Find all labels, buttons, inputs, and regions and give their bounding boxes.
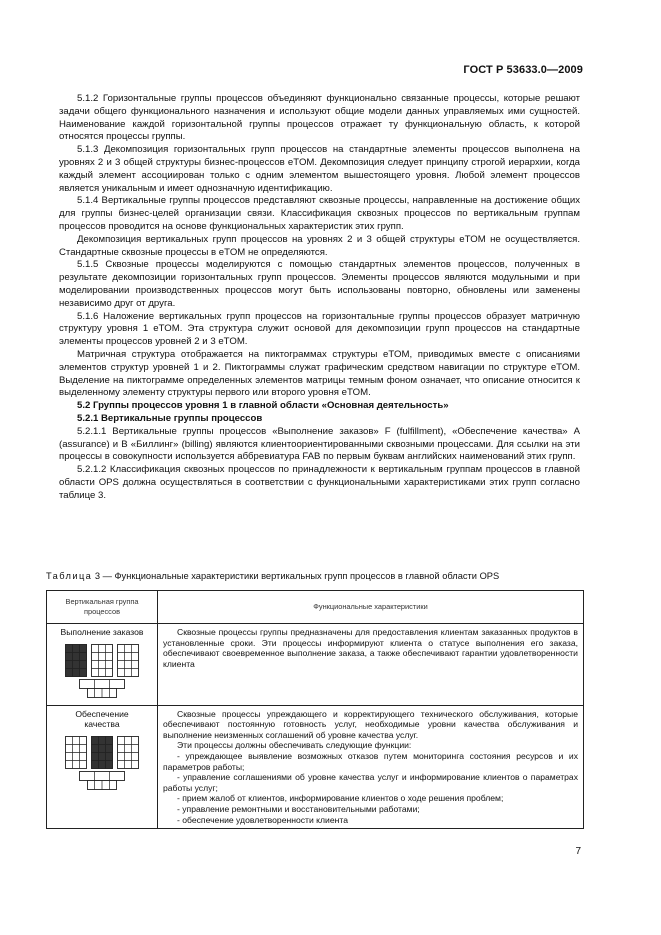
function-list-item: - прием жалоб от клиентов, информирование клиентов о ходе решения проблем; (177, 793, 504, 804)
etom-matrix-icon (65, 736, 139, 790)
standard-code-header: ГОСТ Р 53633.0—2009 (463, 64, 583, 76)
group-cell-assurance (47, 705, 158, 829)
group-name: Выполнение заказов (60, 627, 144, 637)
header-functional-characteristics: Функциональные характеристики (158, 591, 584, 624)
section-5-2-title: 5.2 Группы процессов уровня 1 в главной области «Основная деятельность» (77, 400, 449, 412)
description-paragraph: Сквозные процессы группы предназначены для предоставления клиентам заказанных продуктов в установленные сроки. Эти процессы информируют клиента о статусе выполнения его заказа, обеспечивают своевременное выполнение заказа, а также обеспечивают гарантии удовлетворенности клиента (163, 627, 578, 669)
group-name: Обеспечение (75, 708, 129, 719)
function-list-item: - обеспечение удовлетворенности клиента (177, 814, 348, 825)
paragraph-5-2-1-1: 5.2.1.1 Вертикальные группы процессов «Выполнение заказов» F (fulfillment), «Обеспечение качества» A (assurance) и B «Биллинг» (billing) являются клиентоориентированными сквозными процессами. Для ссылки на эти процессы в совокупности используется аббревиатура FAB по первым буквам английских наименований этих групп. (59, 425, 580, 463)
table-header-row (47, 591, 584, 624)
header-vertical-group: Вертикальная группа процессов (47, 591, 158, 624)
function-list-item: - упреждающее выявление возможных отказов путем мониторинга состояния ресурсов и их параметров работы; (163, 750, 578, 772)
group-name-line2: качества (84, 719, 120, 730)
table-row (47, 705, 584, 829)
description-paragraph: Эти процессы должны обеспечивать следующие функции: (177, 740, 412, 751)
description-cell-fulfillment (158, 624, 584, 706)
page-number: 7 (575, 846, 581, 857)
section-5-2-1-title: 5.2.1 Вертикальные группы процессов (77, 412, 263, 424)
paragraph-5-1-5: 5.1.5 Сквозные процессы моделируются с помощью стандартных элементов процессов, полученных в результате декомпозиции горизонтальных групп процессов. Элементы процессов являются модульными и при моделировании производственных процессов могут быть использованы повторно, обновлены или заменены независимо друг от друга. (59, 259, 580, 309)
paragraph-5-1-2: 5.1.2 Горизонтальные группы процессов объединяют функционально связанные процессы, которые решают задачи общего функционального назначения и используют общие модели данных управляемых ими сущностей. Наименование каждой горизонтальной группы процессов отражает ту функциональную область, к которой относятся процессы группы. (59, 93, 580, 143)
paragraph-matrix: Матричная структура отображается на пиктограммах структуры eTOM, приводимых вместе с описаниями элементов структур уровней 1 и 2. Пиктограммы служат графическим средством навигации по структуре eTOM. Выделение на пиктограмме определенных элементов матрицы темным фоном означает, что описание относится к выделенному элементу структуры первого или второго уровня eTOM. (59, 348, 580, 399)
paragraph-decomposition: Декомпозиция вертикальных групп процессов на уровнях 2 и 3 общей структуры eTOM не осуществляется. Стандартные сквозные процессы в eTOM не определяются. (59, 233, 580, 258)
functional-characteristics-table (46, 590, 584, 829)
function-list-item: - управление соглашениями об уровне качества услуг и информирование клиентов о параметрах работы услуг; (163, 772, 578, 793)
paragraph-5-1-6: 5.1.6 Наложение вертикальных групп процессов на горизонтальные группы процессов образует матричную структуру уровня 1 eTOM. Эта структура служит основой для декомпозиции групп процессов на стандартные элементы процессов уровней 2 и 3 eTOM. (59, 310, 580, 348)
table-caption (46, 571, 586, 581)
table-caption-text: 3 — Функциональные характеристики вертикальных групп процессов в главной области OPS (92, 571, 500, 581)
etom-matrix-icon (65, 644, 139, 698)
table-caption-label: Таблица (46, 571, 93, 581)
paragraph-5-1-4: 5.1.4 Вертикальные группы процессов представляют сквозные процессы, направленные на достижение общих для группы бизнес-целей организации связи. Классификация сквозных процессов по вертикальным группам процессов проводится на основе функциональных характеристик этих групп. (59, 195, 580, 232)
paragraph-5-2-1-2: 5.2.1.2 Классификация сквозных процессов по принадлежности к вертикальным группам процессов в главной области OPS должна осуществляться в соответствии с функциональными характеристиками этих групп согласно таблице 3. (59, 464, 580, 501)
paragraph-5-1-3: 5.1.3 Декомпозиция горизонтальных групп процессов на стандартные элементы процессов выполнена на уровнях 2 и 3 общей структуры бизнес-процессов eTOM. Декомпозиция следует принципу строгой иерархии, когда каждый элемент ассоциирован только с одним элементом вышестоящего уровня. Любой элемент процессов является уникальным и имеет однозначную идентификацию. (59, 144, 580, 194)
function-list-item: - управление ремонтными и восстановительными работами; (177, 803, 420, 814)
description-paragraph: Сквозные процессы упреждающего и корректирующего технического обслуживания, которые обеспечивают постоянную готовность услуг, необходимые уровни качества обслуживания и выполнение неизменных соглашений об уровне качества услуг. (163, 708, 578, 740)
group-cell-fulfillment (47, 624, 158, 706)
description-cell-assurance (158, 705, 584, 829)
table-row (47, 624, 584, 706)
body-text (59, 93, 580, 503)
